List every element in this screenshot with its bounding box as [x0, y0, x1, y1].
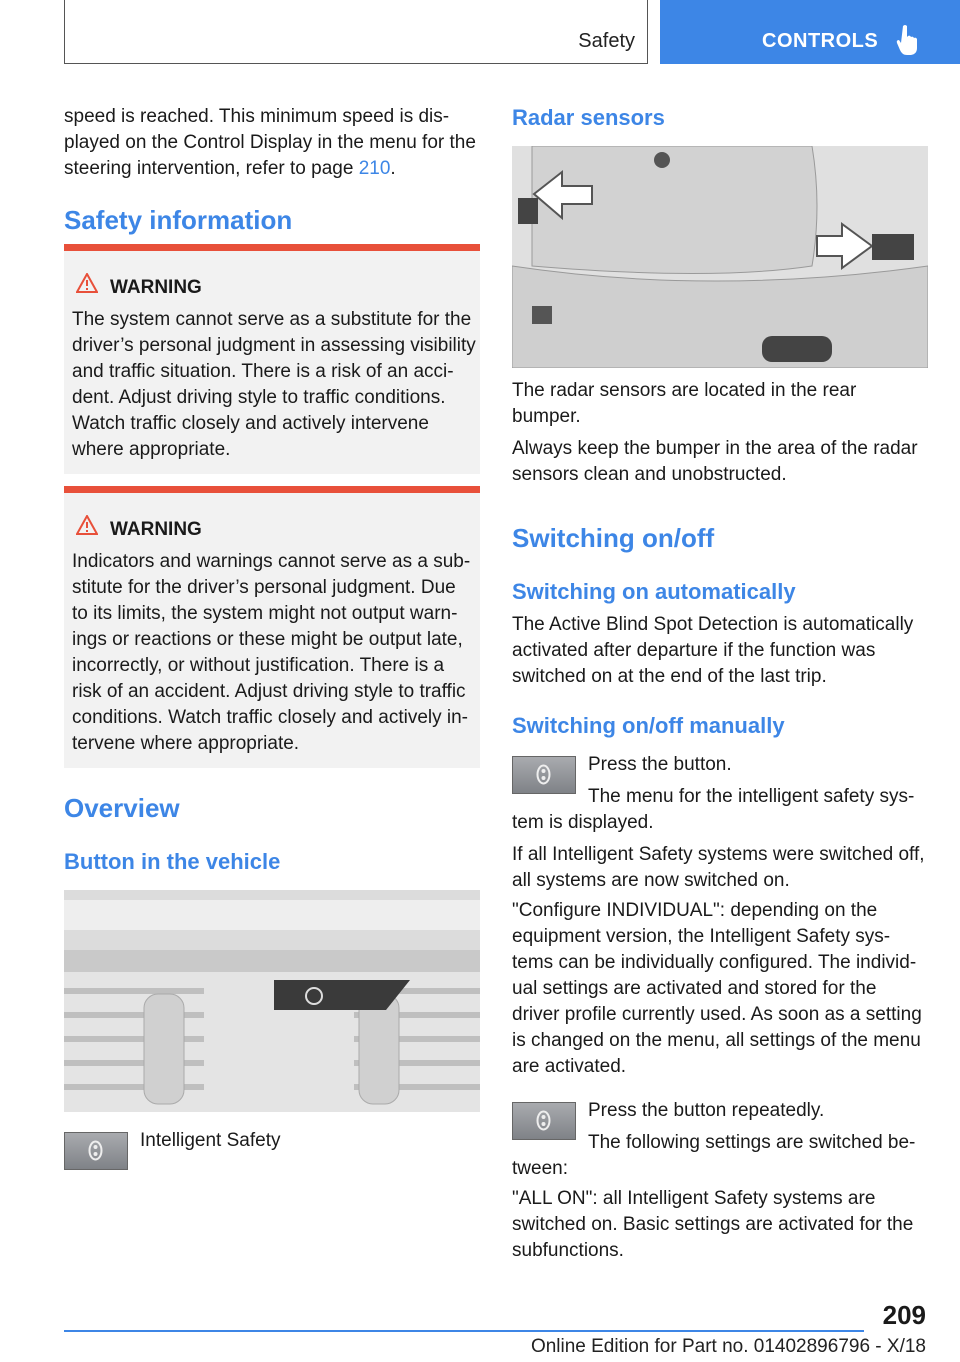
switching-manual-heading: Switching on/off manually [512, 713, 785, 738]
warning-text [72, 549, 476, 757]
text-line: ings or reactions or these might be output late, [72, 629, 463, 650]
text-line: conditions. Watch traffic closely and actively in- [72, 707, 469, 728]
text-line: The radar sensors are located in the rear [512, 380, 857, 401]
text-line: equipment version, the Intelligent Safety sys- [512, 926, 891, 947]
text-line: bumper. [512, 406, 581, 427]
safety-information-heading: Safety information [64, 205, 293, 235]
menu-displayed-line1: The menu for the intelligent safety sys- [588, 786, 915, 807]
text-line: If all Intelligent Safety systems were switched off, [512, 844, 925, 865]
intro-paragraph [64, 104, 484, 182]
warning-title: WARNING [110, 519, 202, 540]
radar-sensors-heading: Radar sensors [512, 105, 665, 130]
warning-title: WARNING [110, 277, 202, 298]
text-line: Indicators and warnings cannot serve as a sub- [72, 551, 471, 572]
press-button-text: Press the button. [588, 754, 732, 775]
button-in-vehicle-heading: Button in the vehicle [64, 849, 281, 874]
radar-location-text [512, 378, 932, 430]
intelligent-safety-label: Intelligent Safety [140, 1130, 281, 1151]
press-repeatedly-text: Press the button repeatedly. [588, 1100, 825, 1121]
warning-text [72, 307, 476, 463]
page-link[interactable]: 210 [358, 158, 391, 179]
text-line: driver profile currently used. As soon as a setting [512, 1004, 922, 1025]
text-line: activated after departure if the function was [512, 640, 876, 661]
text-line: where appropriate. [72, 439, 231, 460]
intelligent-safety-button-icon [512, 756, 576, 794]
text-line: tems can be individually configured. The individ- [512, 952, 917, 973]
edition-text: Online Edition for Part no. 01402896796 - X/18 [530, 1336, 926, 1357]
warning-box-1 [64, 244, 480, 474]
intelligent-safety-button-icon [64, 1132, 128, 1170]
radar-clean-text [512, 436, 932, 488]
switching-on-off-heading: Switching on/off [512, 523, 715, 553]
text-line: switched on at the end of the last trip. [512, 666, 827, 687]
text-line: are activated. [512, 1056, 627, 1077]
text-line: to its limits, the system might not output warn- [72, 603, 458, 624]
page-number: 209 [882, 1300, 926, 1330]
text-line: and traffic situation. There is a risk of an acci- [72, 361, 454, 382]
text-line: switched on. Basic settings are activated for the [512, 1214, 914, 1235]
text-line: Watch traffic closely and actively intervene [72, 413, 429, 434]
text-line: . [390, 158, 396, 179]
menu-displayed-line2: tem is displayed. [512, 812, 654, 833]
warning-box-2 [64, 486, 480, 768]
text-line: all systems are now switched on. [512, 870, 790, 891]
all-on-text [512, 1186, 942, 1264]
text-line: is changed on the menu, all settings of the menu [512, 1030, 921, 1051]
header-section-box [64, 0, 648, 64]
header-chapter-tab[interactable] [660, 0, 960, 64]
text-line: subfunctions. [512, 1240, 624, 1261]
text-line: stitute for the driver’s personal judgment. Due [72, 577, 456, 598]
rear-bumper-photo [512, 146, 928, 368]
text-line: Always keep the bumper in the area of the radar [512, 438, 918, 459]
all-off-text [512, 842, 942, 894]
text-line: "ALL ON": all Intelligent Safety systems are [512, 1188, 876, 1209]
following-settings-line1: The following settings are switched be- [588, 1132, 916, 1153]
text-line: sensors clean and unobstructed. [512, 464, 787, 485]
text-line: "Configure INDIVIDUAL": depending on the [512, 900, 878, 921]
warning-triangle-icon [76, 273, 98, 293]
text-line: played on the Control Display in the menu for the [64, 132, 476, 153]
text-line: incorrectly, or without justification. There is a [72, 655, 445, 676]
following-settings-line2: tween: [512, 1158, 568, 1179]
configure-individual-text [512, 898, 942, 1080]
text-line: steering intervention, refer to page [64, 158, 359, 179]
pointing-hand-icon [896, 24, 922, 56]
chapter-title: CONTROLS [762, 30, 879, 52]
overview-heading: Overview [64, 793, 180, 823]
dashboard-button-photo [64, 890, 480, 1112]
section-title: Safety [578, 30, 635, 52]
text-line: dent. Adjust driving style to traffic conditions. [72, 387, 446, 408]
footer-divider [64, 1330, 864, 1332]
text-line: speed is reached. This minimum speed is dis- [64, 106, 450, 127]
text-line: driver’s personal judgment in assessing visibility [72, 335, 476, 356]
text-line: The system cannot serve as a substitute for the [72, 309, 472, 330]
text-line: tervene where appropriate. [72, 733, 300, 754]
text-line: risk of an accident. Adjust driving style to traffic [72, 681, 466, 702]
intelligent-safety-button-icon [512, 1102, 576, 1140]
text-line: The Active Blind Spot Detection is automatically [512, 614, 914, 635]
switching-automatic-heading: Switching on automatically [512, 579, 796, 604]
text-line: ual settings are activated and stored for the [512, 978, 877, 999]
automatic-text [512, 612, 932, 690]
warning-triangle-icon [76, 515, 98, 535]
